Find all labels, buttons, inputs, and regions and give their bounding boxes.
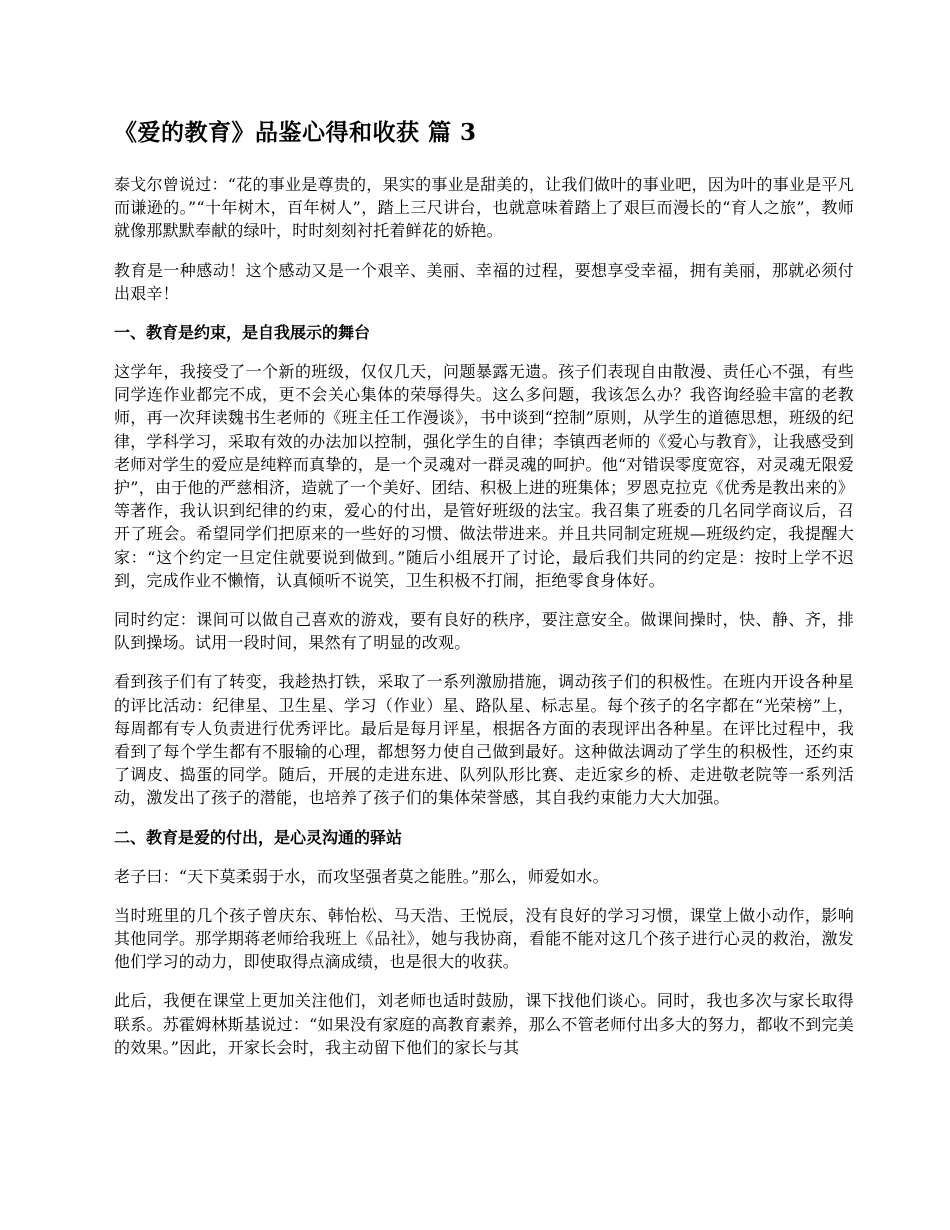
- section-heading-2: 二、教育是爱的付出，是心灵沟通的驿站: [114, 827, 403, 847]
- section1-paragraph-3: 看到孩子们有了转变，我趁热打铁，采取了一系列激励措施，调动孩子们的积极性。在班内开设各种星的评比活动：纪律星、卫生星、学习（作业）星、路队星、标志星。每个孩子的名字都在“光荣榜”上，每周都有专人负责进行优秀评比。最后是每月评星，根据各方面的表现评出各种星。在评比过程中，我看到了每个学生都有不服输的心理，都想努力使自己做到最好。这种做法调动了学生的积极性，还约束了调皮、捣蛋的同学。随后，开展的走进东进、队列队形比赛、走近家乡的桥、走进敬老院等一系列活动，激发出了孩子的潜能，也培养了孩子们的集体荣誉感，其自我约束能力大大加强。: [114, 672, 854, 808]
- section2-paragraph-1: 老子曰：“天下莫柔弱于水，而攻坚强者莫之能胜。”那么，师爱如水。: [114, 866, 609, 886]
- section2-paragraph-3: 此后，我便在课堂上更加关注他们，刘老师也适时鼓励，课下找他们谈心。同时，我也多次与家长取得联系。苏霍姆林斯基说过：“如果没有家庭的高教育素养，那么不管老师付出多大的努力，都收不到完美的效果。”因此，开家长会时，我主动留下他们的家长与其: [114, 991, 854, 1057]
- section1-paragraph-2: 同时约定：课间可以做自己喜欢的游戏，要有良好的秩序，要注意安全。做课间操时，快、静、齐，排队到操场。试用一段时间，果然有了明显的改观。: [114, 610, 854, 653]
- intro-paragraph-2: 教育是一种感动！这个感动又是一个艰辛、美丽、幸福的过程，要想享受幸福，拥有美丽，那就必须付出艰辛！: [114, 260, 854, 303]
- section-heading-1: 一、教育是约束，是自我展示的舞台: [114, 323, 371, 343]
- document-title: 《爱的教育》品鉴心得和收获 篇 3: [114, 119, 477, 146]
- section1-paragraph-1: 这学年，我接受了一个新的班级，仅仅几天，问题暴露无遗。孩子们表现自由散漫、责任心不强，有些同学连作业都完不成，更不会关心集体的荣辱得失。这么多问题，我该怎么办？我咨询经验丰富的老教师，再一次拜读魏书生老师的《班主任工作漫谈》，书中谈到“控制”原则，从学生的道德思想，班级的纪律，学科学习，采取有效的办法加以控制，强化学生的自律；李镇西老师的《爱心与教育》，让我感受到老师对学生的爱应是纯粹而真挚的，是一个灵魂对一群灵魂的呵护。他“对错误零度宽容，对灵魂无限爱护”，由于他的严慈相济，造就了一个美好、团结、积极上进的班集体；罗恩克拉克《优秀是教出来的》等著作，我认识到纪律的约束，爱心的付出，是管好班级的法宝。我召集了班委的几名同学商议后，召开了班会。希望同学们把原来的一些好的习惯、做法带进来。并且共同制定班规—班级约定，我提醒大家：“这个约定一旦定住就要说到做到。”随后小组展开了讨论，最后我们共同的约定是：按时上学不迟到，完成作业不懒惰，认真倾听不说笑，卫生积极不打闹，拒绝零食身体好。: [114, 362, 854, 590]
- section2-paragraph-2: 当时班里的几个孩子曾庆东、韩怡松、马天浩、王悦辰，没有良好的学习习惯，课堂上做小动作，影响其他同学。那学期蒋老师给我班上《品社》，她与我协商，看能不能对这几个孩子进行心灵的救治，激发他们学习的动力，即使取得点滴成绩，也是很大的收获。: [114, 905, 854, 972]
- document-page: [114, 118, 854, 1075]
- intro-paragraph-1: 泰戈尔曾说过：“花的事业是尊贵的，果实的事业是甜美的，让我们做叶的事业吧，因为叶的事业是平凡而谦逊的。”“十年树木，百年树人”，踏上三尺讲台，也就意味着踏上了艰巨而漫长的“育人之旅”，教师就像那默默奉献的绿叶，时时刻刻衬托着鲜花的娇艳。: [114, 175, 854, 241]
